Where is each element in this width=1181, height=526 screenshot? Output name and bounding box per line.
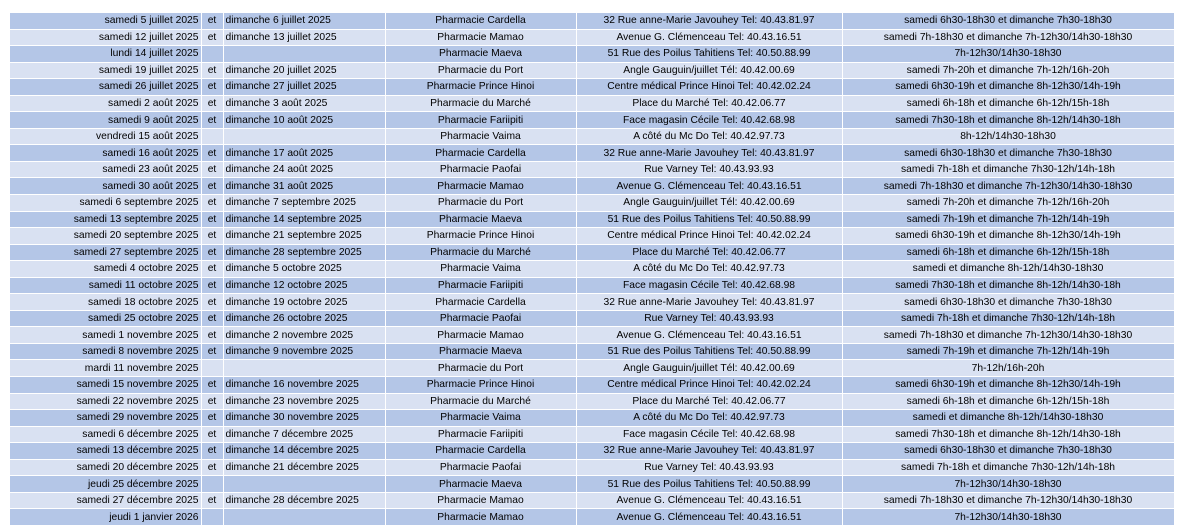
pharmacy-name-cell: Pharmacie Mamao [385, 327, 576, 344]
opening-hours-cell: 8h-12h/14h30-18h30 [842, 128, 1174, 145]
opening-hours-cell: 7h-12h30/14h30-18h30 [842, 509, 1174, 526]
start-date-cell: vendredi 15 août 2025 [10, 128, 201, 145]
opening-hours-cell: samedi 7h-18h30 et dimanche 7h-12h30/14h30-18h30 [842, 492, 1174, 509]
conjunction-cell: et [201, 310, 223, 327]
opening-hours-cell: samedi 6h30-19h et dimanche 8h-12h30/14h-19h [842, 377, 1174, 394]
conjunction-cell: et [201, 443, 223, 460]
start-date-cell: mardi 11 novembre 2025 [10, 360, 201, 377]
conjunction-cell: et [201, 459, 223, 476]
address-phone-cell: 51 Rue des Poilus Tahitiens Tel: 40.50.88.99 [576, 46, 842, 63]
pharmacy-duty-schedule-table [10, 13, 1175, 526]
conjunction-cell: et [201, 161, 223, 178]
schedule-row [10, 377, 1174, 394]
schedule-row [10, 79, 1174, 96]
pharmacy-name-cell: Pharmacie du Port [385, 62, 576, 79]
start-date-cell: samedi 20 décembre 2025 [10, 459, 201, 476]
conjunction-cell: et [201, 277, 223, 294]
address-phone-cell: 32 Rue anne-Marie Javouhey Tel: 40.43.81.97 [576, 294, 842, 311]
opening-hours-cell: 7h-12h30/14h30-18h30 [842, 46, 1174, 63]
opening-hours-cell: samedi 7h30-18h et dimanche 8h-12h/14h30-18h [842, 277, 1174, 294]
conjunction-cell: et [201, 244, 223, 261]
conjunction-cell: et [201, 327, 223, 344]
pharmacy-name-cell: Pharmacie Prince Hinoi [385, 377, 576, 394]
start-date-cell: samedi 15 novembre 2025 [10, 377, 201, 394]
opening-hours-cell: samedi et dimanche 8h-12h/14h30-18h30 [842, 261, 1174, 278]
pharmacy-name-cell: Pharmacie Cardella [385, 145, 576, 162]
opening-hours-cell: samedi 7h30-18h et dimanche 8h-12h/14h30-18h [842, 426, 1174, 443]
schedule-row [10, 393, 1174, 410]
conjunction-cell: et [201, 211, 223, 228]
opening-hours-cell: 7h-12h30/14h30-18h30 [842, 476, 1174, 493]
schedule-row [10, 195, 1174, 212]
conjunction-cell: et [201, 261, 223, 278]
conjunction-cell [201, 46, 223, 63]
end-date-cell: dimanche 30 novembre 2025 [223, 410, 385, 427]
pharmacy-name-cell: Pharmacie Mamao [385, 29, 576, 46]
schedule-row [10, 128, 1174, 145]
start-date-cell: samedi 20 septembre 2025 [10, 228, 201, 245]
start-date-cell: samedi 5 juillet 2025 [10, 13, 201, 29]
conjunction-cell [201, 360, 223, 377]
schedule-row [10, 211, 1174, 228]
start-date-cell: samedi 6 septembre 2025 [10, 195, 201, 212]
opening-hours-cell: 7h-12h/16h-20h [842, 360, 1174, 377]
address-phone-cell: Face magasin Cécile Tel: 40.42.68.98 [576, 112, 842, 129]
conjunction-cell: et [201, 62, 223, 79]
opening-hours-cell: samedi 7h-18h30 et dimanche 7h-12h30/14h30-18h30 [842, 29, 1174, 46]
start-date-cell: samedi 18 octobre 2025 [10, 294, 201, 311]
schedule-row [10, 492, 1174, 509]
conjunction-cell: et [201, 294, 223, 311]
pharmacy-name-cell: Pharmacie du Marché [385, 244, 576, 261]
conjunction-cell: et [201, 393, 223, 410]
start-date-cell: samedi 2 août 2025 [10, 95, 201, 112]
opening-hours-cell: samedi 7h-20h et dimanche 7h-12h/16h-20h [842, 195, 1174, 212]
address-phone-cell: Rue Varney Tel: 40.43.93.93 [576, 161, 842, 178]
conjunction-cell [201, 509, 223, 526]
opening-hours-cell: samedi 6h30-18h30 et dimanche 7h30-18h30 [842, 443, 1174, 460]
schedule-row [10, 112, 1174, 129]
conjunction-cell: et [201, 228, 223, 245]
schedule-row [10, 277, 1174, 294]
end-date-cell: dimanche 24 août 2025 [223, 161, 385, 178]
pharmacy-name-cell: Pharmacie Paofai [385, 161, 576, 178]
schedule-row [10, 310, 1174, 327]
start-date-cell: samedi 27 décembre 2025 [10, 492, 201, 509]
end-date-cell: dimanche 28 décembre 2025 [223, 492, 385, 509]
end-date-cell: dimanche 9 novembre 2025 [223, 343, 385, 360]
pharmacy-name-cell: Pharmacie Paofai [385, 459, 576, 476]
start-date-cell: samedi 25 octobre 2025 [10, 310, 201, 327]
opening-hours-cell: samedi 7h-18h et dimanche 7h30-12h/14h-18h [842, 459, 1174, 476]
address-phone-cell: 32 Rue anne-Marie Javouhey Tel: 40.43.81.97 [576, 13, 842, 29]
address-phone-cell: 32 Rue anne-Marie Javouhey Tel: 40.43.81.97 [576, 443, 842, 460]
conjunction-cell: et [201, 145, 223, 162]
pharmacy-name-cell: Pharmacie Maeva [385, 46, 576, 63]
address-phone-cell: Angle Gauguin/juillet Tél: 40.42.00.69 [576, 195, 842, 212]
opening-hours-cell: samedi 6h30-18h30 et dimanche 7h30-18h30 [842, 294, 1174, 311]
pharmacy-name-cell: Pharmacie Vaima [385, 261, 576, 278]
pharmacy-name-cell: Pharmacie Fariipiti [385, 277, 576, 294]
pharmacy-name-cell: Pharmacie Fariipiti [385, 426, 576, 443]
schedule-row [10, 343, 1174, 360]
conjunction-cell: et [201, 112, 223, 129]
end-date-cell: dimanche 23 novembre 2025 [223, 393, 385, 410]
conjunction-cell: et [201, 79, 223, 96]
end-date-cell: dimanche 7 septembre 2025 [223, 195, 385, 212]
opening-hours-cell: samedi 7h-19h et dimanche 7h-12h/14h-19h [842, 211, 1174, 228]
end-date-cell: dimanche 3 août 2025 [223, 95, 385, 112]
opening-hours-cell: samedi 7h30-18h et dimanche 8h-12h/14h30-18h [842, 112, 1174, 129]
start-date-cell: samedi 12 juillet 2025 [10, 29, 201, 46]
address-phone-cell: 51 Rue des Poilus Tahitiens Tel: 40.50.88.99 [576, 476, 842, 493]
conjunction-cell: et [201, 410, 223, 427]
conjunction-cell: et [201, 95, 223, 112]
end-date-cell: dimanche 21 septembre 2025 [223, 228, 385, 245]
pharmacy-name-cell: Pharmacie Maeva [385, 343, 576, 360]
pharmacy-name-cell: Pharmacie Cardella [385, 443, 576, 460]
end-date-cell: dimanche 2 novembre 2025 [223, 327, 385, 344]
conjunction-cell: et [201, 13, 223, 29]
schedule-row [10, 360, 1174, 377]
conjunction-cell: et [201, 426, 223, 443]
address-phone-cell: Centre médical Prince Hinoi Tel: 40.42.02.24 [576, 228, 842, 245]
schedule-row [10, 261, 1174, 278]
end-date-cell: dimanche 6 juillet 2025 [223, 13, 385, 29]
address-phone-cell: Face magasin Cécile Tel: 40.42.68.98 [576, 426, 842, 443]
end-date-cell: dimanche 19 octobre 2025 [223, 294, 385, 311]
address-phone-cell: A côté du Mc Do Tel: 40.42.97.73 [576, 128, 842, 145]
address-phone-cell: Avenue G. Clémenceau Tel: 40.43.16.51 [576, 509, 842, 526]
end-date-cell: dimanche 28 septembre 2025 [223, 244, 385, 261]
schedule-row [10, 426, 1174, 443]
start-date-cell: samedi 13 septembre 2025 [10, 211, 201, 228]
opening-hours-cell: samedi 6h30-18h30 et dimanche 7h30-18h30 [842, 145, 1174, 162]
address-phone-cell: Place du Marché Tel: 40.42.06.77 [576, 95, 842, 112]
conjunction-cell: et [201, 343, 223, 360]
address-phone-cell: 32 Rue anne-Marie Javouhey Tel: 40.43.81.97 [576, 145, 842, 162]
opening-hours-cell: samedi et dimanche 8h-12h/14h30-18h30 [842, 410, 1174, 427]
end-date-cell [223, 509, 385, 526]
pharmacy-name-cell: Pharmacie du Port [385, 195, 576, 212]
pharmacy-name-cell: Pharmacie Fariipiti [385, 112, 576, 129]
end-date-cell: dimanche 13 juillet 2025 [223, 29, 385, 46]
end-date-cell: dimanche 17 août 2025 [223, 145, 385, 162]
schedule-row [10, 161, 1174, 178]
pharmacy-name-cell: Pharmacie Cardella [385, 13, 576, 29]
address-phone-cell: Place du Marché Tel: 40.42.06.77 [576, 244, 842, 261]
address-phone-cell: Rue Varney Tel: 40.43.93.93 [576, 310, 842, 327]
end-date-cell: dimanche 16 novembre 2025 [223, 377, 385, 394]
end-date-cell: dimanche 12 octobre 2025 [223, 277, 385, 294]
conjunction-cell: et [201, 178, 223, 195]
conjunction-cell: et [201, 29, 223, 46]
schedule-row [10, 244, 1174, 261]
address-phone-cell: Place du Marché Tel: 40.42.06.77 [576, 393, 842, 410]
opening-hours-cell: samedi 7h-19h et dimanche 7h-12h/14h-19h [842, 343, 1174, 360]
address-phone-cell: A côté du Mc Do Tel: 40.42.97.73 [576, 261, 842, 278]
end-date-cell: dimanche 27 juillet 2025 [223, 79, 385, 96]
schedule-row [10, 459, 1174, 476]
opening-hours-cell: samedi 6h-18h et dimanche 6h-12h/15h-18h [842, 393, 1174, 410]
opening-hours-cell: samedi 6h-18h et dimanche 6h-12h/15h-18h [842, 244, 1174, 261]
schedule-row [10, 509, 1174, 526]
address-phone-cell: Rue Varney Tel: 40.43.93.93 [576, 459, 842, 476]
address-phone-cell: Avenue G. Clémenceau Tel: 40.43.16.51 [576, 492, 842, 509]
schedule-body [10, 13, 1174, 525]
schedule-row [10, 46, 1174, 63]
start-date-cell: samedi 16 août 2025 [10, 145, 201, 162]
start-date-cell: samedi 11 octobre 2025 [10, 277, 201, 294]
opening-hours-cell: samedi 7h-18h et dimanche 7h30-12h/14h-18h [842, 161, 1174, 178]
opening-hours-cell: samedi 7h-18h et dimanche 7h30-12h/14h-18h [842, 310, 1174, 327]
conjunction-cell: et [201, 195, 223, 212]
schedule-row [10, 443, 1174, 460]
end-date-cell [223, 46, 385, 63]
pharmacy-name-cell: Pharmacie Mamao [385, 178, 576, 195]
address-phone-cell: Avenue G. Clémenceau Tel: 40.43.16.51 [576, 178, 842, 195]
start-date-cell: samedi 6 décembre 2025 [10, 426, 201, 443]
end-date-cell: dimanche 31 août 2025 [223, 178, 385, 195]
address-phone-cell: Face magasin Cécile Tel: 40.42.68.98 [576, 277, 842, 294]
schedule-row [10, 95, 1174, 112]
start-date-cell: samedi 4 octobre 2025 [10, 261, 201, 278]
conjunction-cell: et [201, 492, 223, 509]
start-date-cell: samedi 23 août 2025 [10, 161, 201, 178]
end-date-cell: dimanche 10 août 2025 [223, 112, 385, 129]
schedule-row [10, 62, 1174, 79]
pharmacy-name-cell: Pharmacie Maeva [385, 211, 576, 228]
pharmacy-name-cell: Pharmacie Prince Hinoi [385, 79, 576, 96]
start-date-cell: samedi 1 novembre 2025 [10, 327, 201, 344]
start-date-cell: samedi 13 décembre 2025 [10, 443, 201, 460]
opening-hours-cell: samedi 6h30-19h et dimanche 8h-12h30/14h-19h [842, 79, 1174, 96]
address-phone-cell: 51 Rue des Poilus Tahitiens Tel: 40.50.88.99 [576, 211, 842, 228]
end-date-cell [223, 476, 385, 493]
start-date-cell: samedi 8 novembre 2025 [10, 343, 201, 360]
address-phone-cell: A côté du Mc Do Tel: 40.42.97.73 [576, 410, 842, 427]
start-date-cell: samedi 19 juillet 2025 [10, 62, 201, 79]
end-date-cell: dimanche 26 octobre 2025 [223, 310, 385, 327]
end-date-cell: dimanche 5 octobre 2025 [223, 261, 385, 278]
schedule-row [10, 327, 1174, 344]
opening-hours-cell: samedi 7h-20h et dimanche 7h-12h/16h-20h [842, 62, 1174, 79]
end-date-cell [223, 360, 385, 377]
start-date-cell: samedi 29 novembre 2025 [10, 410, 201, 427]
pharmacy-name-cell: Pharmacie Vaima [385, 410, 576, 427]
pharmacy-name-cell: Pharmacie Prince Hinoi [385, 228, 576, 245]
schedule-row [10, 228, 1174, 245]
opening-hours-cell: samedi 7h-18h30 et dimanche 7h-12h30/14h30-18h30 [842, 178, 1174, 195]
start-date-cell: samedi 26 juillet 2025 [10, 79, 201, 96]
end-date-cell: dimanche 20 juillet 2025 [223, 62, 385, 79]
start-date-cell: samedi 9 août 2025 [10, 112, 201, 129]
conjunction-cell: et [201, 377, 223, 394]
opening-hours-cell: samedi 6h30-19h et dimanche 8h-12h30/14h-19h [842, 228, 1174, 245]
pharmacy-name-cell: Pharmacie Mamao [385, 509, 576, 526]
pharmacy-name-cell: Pharmacie Cardella [385, 294, 576, 311]
address-phone-cell: 51 Rue des Poilus Tahitiens Tel: 40.50.88.99 [576, 343, 842, 360]
schedule-row [10, 294, 1174, 311]
start-date-cell: samedi 22 novembre 2025 [10, 393, 201, 410]
pharmacy-name-cell: Pharmacie Vaima [385, 128, 576, 145]
end-date-cell: dimanche 14 septembre 2025 [223, 211, 385, 228]
conjunction-cell [201, 128, 223, 145]
address-phone-cell: Avenue G. Clémenceau Tel: 40.43.16.51 [576, 29, 842, 46]
schedule-row [10, 476, 1174, 493]
end-date-cell: dimanche 14 décembre 2025 [223, 443, 385, 460]
schedule-row [10, 13, 1174, 29]
schedule-row [10, 145, 1174, 162]
address-phone-cell: Angle Gauguin/juillet Tél: 40.42.00.69 [576, 62, 842, 79]
pharmacy-name-cell: Pharmacie Maeva [385, 476, 576, 493]
start-date-cell: samedi 30 août 2025 [10, 178, 201, 195]
pharmacy-name-cell: Pharmacie Paofai [385, 310, 576, 327]
conjunction-cell [201, 476, 223, 493]
end-date-cell: dimanche 21 décembre 2025 [223, 459, 385, 476]
end-date-cell [223, 128, 385, 145]
schedule-row [10, 29, 1174, 46]
address-phone-cell: Angle Gauguin/juillet Tél: 40.42.00.69 [576, 360, 842, 377]
opening-hours-cell: samedi 7h-18h30 et dimanche 7h-12h30/14h30-18h30 [842, 327, 1174, 344]
start-date-cell: jeudi 25 décembre 2025 [10, 476, 201, 493]
address-phone-cell: Avenue G. Clémenceau Tel: 40.43.16.51 [576, 327, 842, 344]
pharmacy-name-cell: Pharmacie du Marché [385, 95, 576, 112]
start-date-cell: jeudi 1 janvier 2026 [10, 509, 201, 526]
opening-hours-cell: samedi 6h30-18h30 et dimanche 7h30-18h30 [842, 13, 1174, 29]
schedule-row [10, 410, 1174, 427]
end-date-cell: dimanche 7 décembre 2025 [223, 426, 385, 443]
address-phone-cell: Centre médical Prince Hinoi Tel: 40.42.02.24 [576, 79, 842, 96]
start-date-cell: samedi 27 septembre 2025 [10, 244, 201, 261]
start-date-cell: lundi 14 juillet 2025 [10, 46, 201, 63]
pharmacy-name-cell: Pharmacie du Marché [385, 393, 576, 410]
opening-hours-cell: samedi 6h-18h et dimanche 6h-12h/15h-18h [842, 95, 1174, 112]
pharmacy-name-cell: Pharmacie du Port [385, 360, 576, 377]
pharmacy-name-cell: Pharmacie Mamao [385, 492, 576, 509]
schedule-row [10, 178, 1174, 195]
address-phone-cell: Centre médical Prince Hinoi Tel: 40.42.02.24 [576, 377, 842, 394]
